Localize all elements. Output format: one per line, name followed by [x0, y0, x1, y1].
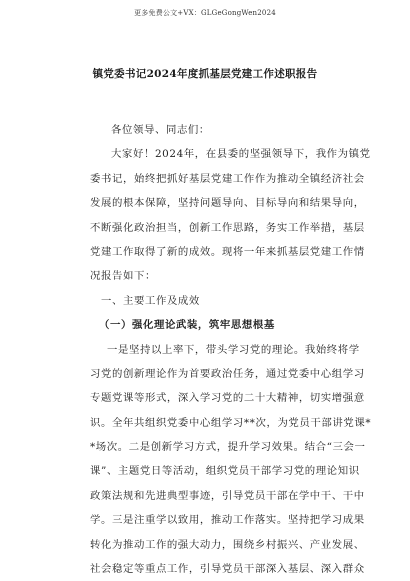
intro-line: 委书记，始终把抓好基层党建工作作为推动全镇经济社会: [90, 172, 365, 185]
body-line: 一是坚持以上率下，带头学习党的理论。我始终将学: [107, 343, 360, 356]
intro-line: 党建工作取得了新的成效。现将一年来抓基层党建工作情: [90, 245, 365, 258]
body-line: 政策法规和先进典型事迹，引导党员干部在学中干、干中: [90, 489, 365, 502]
body-line: 社会稳定等重点工作，引导党员干部深入基层、深入群众: [90, 563, 365, 576]
intro-line: 大家好！2024年，在县委的坚强领导下，我作为镇党: [111, 148, 371, 161]
subsection-heading: （一）强化理论武装，筑牢思想根基: [99, 319, 275, 332]
body-line: *场次。二是创新学习方式，提升学习效果。结合“三会一: [90, 441, 366, 454]
body-line: 学。三是注重学以致用，推动工作落实。坚持把学习成果: [90, 514, 365, 527]
document-body: [90, 118, 372, 581]
intro-line: 不断强化政治担当，创新工作思路，务实工作举措，基层: [90, 221, 365, 234]
body-line: 课”、主题党日等活动，组织党员干部学习党的理论知识: [90, 465, 360, 478]
document-title: 镇党委书记2024年度抓基层党建工作述职报告: [92, 68, 318, 80]
header-note: 更多免费公文+VX：GLGeGongWen2024: [134, 9, 276, 17]
body-line: 转化为推动工作的强大动力，围绕乡村振兴、产业发展、: [90, 538, 365, 551]
body-line: 识。全年共组织党委中心组学习**次，为党员干部讲党课*: [90, 416, 372, 429]
intro-line: 况报告如下：: [90, 270, 156, 283]
body-line: 习党的创新理论作为首要政治任务，通过党委中心组学习: [90, 367, 365, 380]
intro-line: 发展的根本保障，坚持问题导向、目标导向和结果导向，: [90, 197, 365, 210]
body-line: 专题党课等形式，深入学习党的二十大精神，切实增强意: [90, 392, 365, 405]
salutation: 各位领导、同志们：: [111, 124, 210, 136]
section-heading: 一、主要工作及成效: [101, 294, 200, 307]
